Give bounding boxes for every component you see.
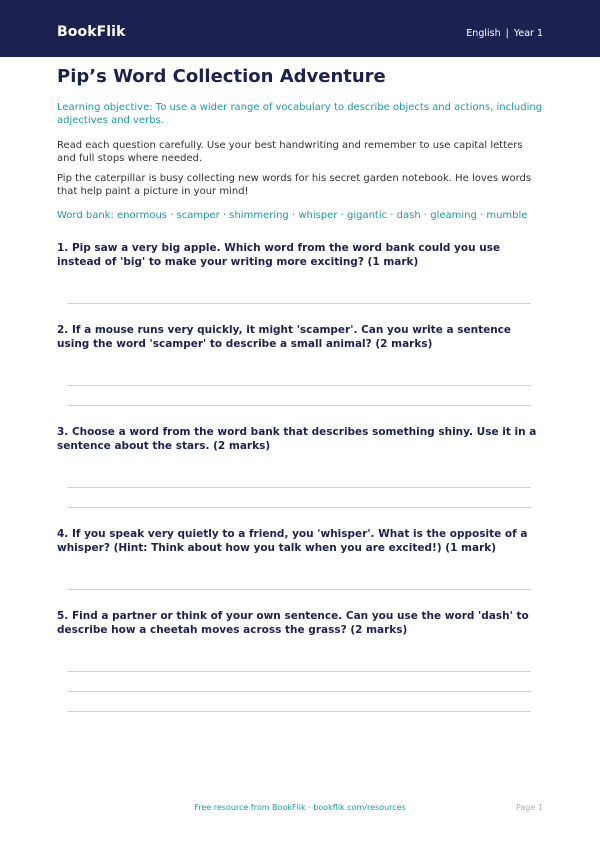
answer-line[interactable] xyxy=(67,691,531,692)
answer-line[interactable] xyxy=(67,589,531,590)
worksheet-title: Pip’s Word Collection Adventure xyxy=(57,66,386,87)
answer-line[interactable] xyxy=(67,711,531,712)
year-label: Year 1 xyxy=(513,28,543,39)
learning-objective: Learning objective: To use a wider range of vocabulary to describe objects and actions, including adjectives and verbs. xyxy=(57,102,543,126)
question-3: 3. Choose a word from the word bank that describes something shiny. Use it in a sentence about the stars. (2 marks) xyxy=(57,426,537,452)
question-2: 2. If a mouse runs very quickly, it might 'scamper'. Can you write a sentence using the word 'scamper' to describe a small animal? (2 marks) xyxy=(57,324,512,350)
question-5: 5. Find a partner or think of your own sentence. Can you use the word 'dash' to describe how a cheetah moves across the grass? (2 marks) xyxy=(57,610,529,636)
subject-year xyxy=(466,28,543,39)
answer-line[interactable] xyxy=(67,507,531,508)
subject-label: English xyxy=(466,28,501,39)
page-number: Page 1 xyxy=(516,803,543,812)
footer-link[interactable]: Free resource from BookFlik · bookflik.com/resources xyxy=(194,803,406,812)
word-bank: Word bank: enormous · scamper · shimmering · whisper · gigantic · dash · gleaming · mumble xyxy=(57,210,528,221)
story-paragraph: Pip the caterpillar is busy collecting new words for his secret garden notebook. He loves words that help paint a picture in your mind! xyxy=(57,173,532,197)
answer-line[interactable] xyxy=(67,303,531,304)
header-bar xyxy=(0,0,600,57)
answer-line[interactable] xyxy=(67,405,531,406)
answer-line[interactable] xyxy=(67,385,531,386)
question-1: 1. Pip saw a very big apple. Which word from the word bank could you use instead of 'big' to make your writing more exciting? (1 mark) xyxy=(57,242,501,268)
meta-separator: | xyxy=(505,28,509,39)
answer-line[interactable] xyxy=(67,671,531,672)
brand-logo[interactable]: BookFlik xyxy=(57,24,126,40)
instructions-paragraph: Read each question carefully. Use your best handwriting and remember to use capital letters and full stops where needed. xyxy=(57,140,523,164)
answer-line[interactable] xyxy=(67,487,531,488)
question-4: 4. If you speak very quietly to a friend, you 'whisper'. What is the opposite of a whisper? (Hint: Think about how you talk when you are excited!) (1 mark) xyxy=(57,528,528,554)
